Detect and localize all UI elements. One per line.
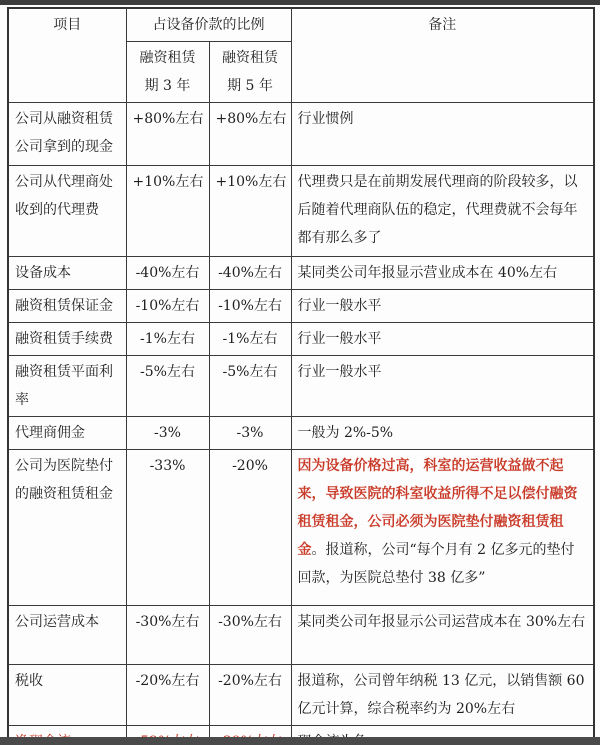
table-header (8, 8, 594, 103)
row-note-highlighted-text: 因为设备价格过高，科室的运营收益做不起来，导致医院的科室收益所得不足以偿付融资租赁租金，公司必须为医院垫付融资租赁租金 (297, 458, 578, 558)
ratio-3yr-value: +80%左右 (126, 103, 209, 166)
table-row (8, 257, 594, 290)
ratio-3yr-value: +10%左右 (126, 166, 209, 257)
row-item-label: 融资租赁保证金 (8, 290, 126, 323)
ratio-5yr-value: +10%左右 (209, 166, 291, 257)
ratio-5yr-value: -20%左右 (209, 665, 291, 726)
table-body (8, 103, 594, 745)
table-row (8, 103, 594, 166)
row-note (291, 450, 594, 606)
ratio-3yr-value: -1%左右 (126, 323, 209, 356)
row-note: 行业一般水平 (291, 356, 594, 417)
ratio-5yr-value: -40%左右 (209, 257, 291, 290)
ratio-3yr-value: -33% (126, 450, 209, 606)
row-note: 一般为 2%-5% (291, 417, 594, 450)
row-note: 某同类公司年报显示营业成本在 40%左右 (291, 257, 594, 290)
row-item-label: 融资租赁手续费 (8, 323, 126, 356)
ratio-5yr-value: -1%左右 (209, 323, 291, 356)
table-row (8, 166, 594, 257)
scan-edge-bottom (0, 737, 600, 745)
ratio-5yr-value: +80%左右 (209, 103, 291, 166)
row-note: 代理费只是在前期发展代理商的阶段较多，以后随着代理商队伍的稳定，代理费就不会每年都有那么多了 (291, 166, 594, 257)
header-row-1 (8, 8, 594, 42)
ratio-3yr-value: -3% (126, 417, 209, 450)
row-item-label: 公司从代理商处收到的代理费 (8, 166, 126, 257)
lease-5yr-line2: 期 5 年 (227, 78, 273, 94)
lease-3yr-line2: 期 3 年 (144, 78, 191, 94)
table-row (8, 356, 594, 417)
row-item-label: 设备成本 (8, 257, 126, 290)
table-row (8, 323, 594, 356)
column-header-ratio-group: 占设备价款的比例 (126, 8, 291, 42)
row-item-label: 公司从融资租赁公司拿到的现金 (8, 103, 126, 166)
table-row (8, 417, 594, 450)
row-item-label: 公司运营成本 (8, 606, 126, 665)
lease-5yr-line1: 融资租赁 (222, 50, 278, 66)
ratio-5yr-value: -10%左右 (209, 290, 291, 323)
column-header-lease-5yr (209, 42, 291, 103)
ratio-5yr-value: -3% (209, 417, 291, 450)
row-item-label: 税收 (8, 665, 126, 726)
table-row (8, 665, 594, 726)
column-header-note: 备注 (291, 8, 594, 103)
column-header-item: 项目 (8, 8, 126, 103)
ratio-5yr-value: -30%左右 (209, 606, 291, 665)
row-item-label: 代理商佣金 (8, 417, 126, 450)
table-row (8, 450, 594, 606)
row-note: 行业惯例 (291, 103, 594, 166)
column-header-lease-3yr (126, 42, 209, 103)
lease-3yr-line1: 融资租赁 (139, 50, 196, 66)
ratio-3yr-value: -10%左右 (126, 290, 209, 323)
row-note: 行业一般水平 (291, 323, 594, 356)
ratio-3yr-value: -30%左右 (126, 606, 209, 665)
row-note: 某同类公司年报显示公司运营成本在 30%左右 (291, 606, 594, 665)
table-row (8, 606, 594, 665)
row-note: 报道称，公司曾年纳税 13 亿元，以销售额 60 亿元计算，综合税率约为 20%左右 (291, 665, 594, 726)
ratio-5yr-value: -20% (209, 450, 291, 606)
ratio-3yr-value: -40%左右 (126, 257, 209, 290)
scan-edge-top (0, 0, 600, 5)
row-note-plain-text: 。报道称，公司“每个月有 2 亿多元的垫付回款，为医院总垫付 38 亿多” (297, 542, 575, 586)
table-row (8, 290, 594, 323)
finance-lease-cashflow-table (7, 7, 595, 745)
row-item-label: 融资租赁平面利率 (8, 356, 126, 417)
row-note: 行业一般水平 (291, 290, 594, 323)
ratio-5yr-value: -5%左右 (209, 356, 291, 417)
ratio-3yr-value: -5%左右 (126, 356, 209, 417)
ratio-3yr-value: -20%左右 (126, 665, 209, 726)
row-item-label: 公司为医院垫付的融资租赁租金 (8, 450, 126, 606)
